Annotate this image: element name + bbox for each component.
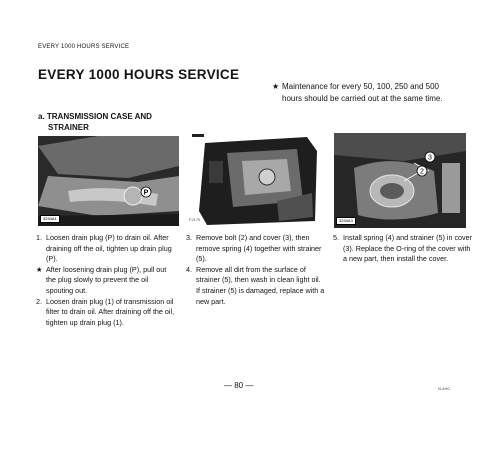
column-2 bbox=[186, 233, 326, 307]
section-heading-line-1: a. TRANSMISSION CASE AND bbox=[38, 112, 152, 121]
step-marker: 4. bbox=[186, 264, 192, 274]
callout-2: 2 bbox=[420, 168, 424, 176]
column-1 bbox=[36, 233, 177, 328]
column-3 bbox=[333, 233, 473, 265]
photo-cover-bolt-image bbox=[187, 131, 320, 228]
step-text: Remove bolt (2) and cover (3), then remove spring (4) together with strainer (5). bbox=[196, 233, 322, 264]
section-heading bbox=[38, 111, 152, 133]
step-item bbox=[186, 265, 326, 307]
step-item bbox=[186, 233, 326, 265]
step-marker: 5. bbox=[333, 233, 339, 242]
page-number: — 80 — bbox=[224, 381, 254, 390]
section-heading-line-2: STRAINER bbox=[48, 123, 89, 132]
step-text: Loosen drain plug (1) of transmission oil filter to drain oil. After draining off the oil, tighten up drain plug (1). bbox=[46, 296, 175, 327]
step-item bbox=[36, 265, 177, 297]
step-item bbox=[36, 233, 177, 265]
page-title: EVERY 1000 HOURS SERVICE bbox=[38, 67, 240, 82]
callout-p: P bbox=[143, 189, 149, 197]
figure-code: F2176 bbox=[189, 217, 201, 222]
step-item bbox=[333, 233, 473, 265]
step-text: Remove all dirt from the surface of strainer (5), then wash in clean light oil. If strainer (5) is damaged, replace with a new part. bbox=[196, 264, 325, 306]
running-head: EVERY 1000 HOURS SERVICE bbox=[38, 44, 130, 50]
photo-caption: 3294A3 bbox=[336, 217, 356, 225]
photo-strainer-image bbox=[334, 133, 466, 228]
note-star-icon: ★ bbox=[272, 82, 280, 91]
step-item bbox=[36, 297, 177, 329]
note-line-1: Maintenance for every 50, 100, 250 and 500 bbox=[282, 82, 439, 91]
step-text: After loosening drain plug (P), pull out the plug slowly to prevent the oil spouting out. bbox=[46, 264, 167, 295]
photo-drain-plug bbox=[38, 136, 179, 226]
step-text: Install spring (4) and strainer (5) in cover (3). Replace the O-ring of the cover with a new part, then install the cover. bbox=[343, 233, 473, 264]
step-marker: 2. bbox=[36, 296, 42, 306]
step-text: Loosen drain plug (P) to drain oil. After draining off the oil, tighten up drain plug (P). bbox=[46, 233, 172, 264]
step-marker: 1. bbox=[36, 233, 42, 242]
note-line-2: hours should be carried out at the same time. bbox=[282, 94, 443, 103]
step-marker: 3. bbox=[186, 233, 192, 242]
maintenance-note bbox=[272, 81, 482, 105]
callout-3: 3 bbox=[428, 154, 432, 162]
photo-caption: 3294A1 bbox=[40, 215, 60, 223]
catalog-code: N-4HC bbox=[438, 386, 451, 391]
photo-strainer bbox=[334, 133, 466, 228]
photo-cover-bolt bbox=[187, 131, 320, 228]
photo-drain-plug-image bbox=[38, 136, 179, 226]
star-icon: ★ bbox=[36, 264, 43, 274]
